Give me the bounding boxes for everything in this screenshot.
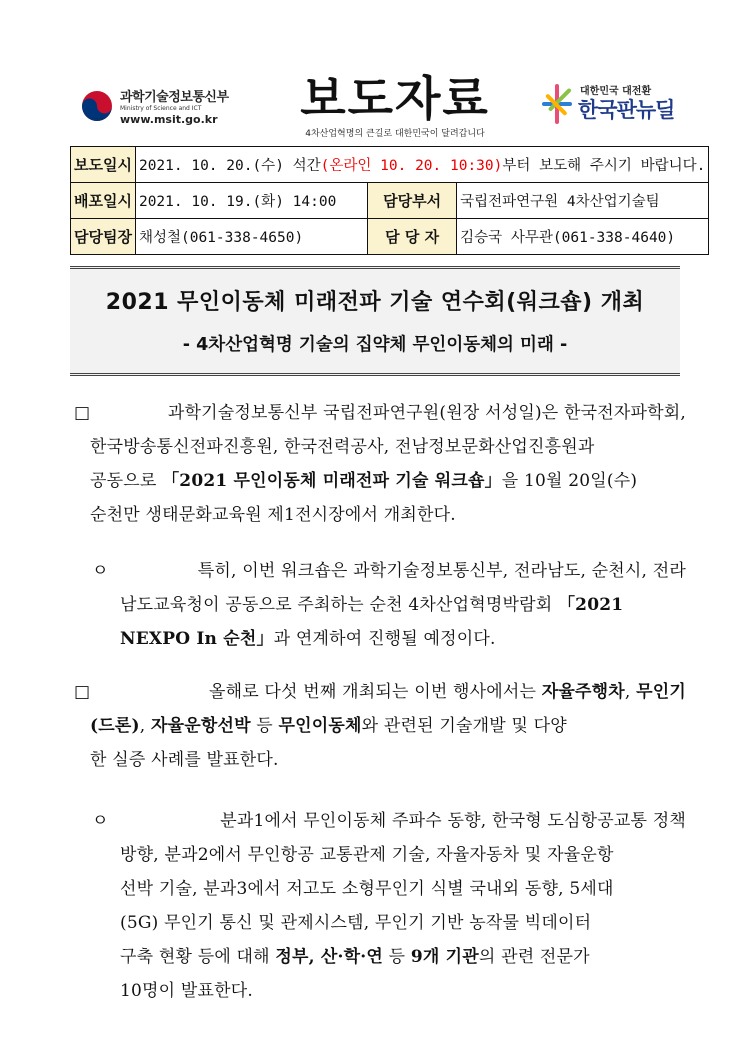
p1-line-4: 순천만 생태문화교육원 제1전시장에서 개최한다. [90,505,456,525]
korean-new-deal-logo [540,80,690,130]
embargo-note: 부터 보도해 주시기 바랍니다. [502,158,706,174]
press-release-title: 보도자료 [300,72,490,127]
press-info-table [70,146,709,255]
ministry-url: www.msit.go.kr [120,113,218,126]
contact-row [71,219,709,255]
p4-line-4: (5G) 무인기 통신 및 관제시스템, 무인기 기반 농작물 빅데이터 [120,913,592,933]
p2-line-1: 특히, 이번 워크숍은 과학기술정보통신부, 전라남도, 순천시, 전라 [197,561,686,581]
embargo-value [135,147,708,183]
team-lead-label: 담당팀장 [71,219,136,255]
team-lead-value: 채성철(061-338-4650) [135,219,367,255]
p2-line-3: NEXPO In 순천」과 연계하여 진행될 예정이다. [120,629,496,649]
p1-line-1: 과학기술정보통신부 국립전파연구원(원장 서성일)은 한국전자파학회, [167,403,686,423]
embargo-row [71,147,709,183]
embargo-date: 2021. 10. 20.(수) 석간 [138,158,321,174]
press-release-slogan: 4차산업혁명의 큰길로 대한민국이 달려갑니다 [305,129,485,139]
officer-value: 김승국 사무관(061-338-4640) [457,219,709,255]
p2-line-2: 남도교육청이 공동으로 주최하는 순천 4차산업혁명박람회 「2021 [120,595,624,615]
release-label: 배포일시 [71,183,136,219]
circle-bullet-icon: ㅇ [92,811,109,831]
dept-label: 담당부서 [368,183,457,219]
p4-line-2: 방향, 분과2에서 무인항공 교통관제 기술, 자율자동차 및 자율운항 [120,845,614,865]
dept-value: 국립전파연구원 4차산업기술팀 [457,183,709,219]
square-bullet-icon: □ [74,403,91,423]
p3-line-2: (드론), 자율운항선박 등 무인이동체와 관련된 기술개발 및 다양 [90,716,567,736]
officer-label: 담 당 자 [368,219,457,255]
release-value: 2021. 10. 19.(화) 14:00 [135,183,367,219]
taegeuk-emblem-icon [80,89,114,123]
expo-name: NEXPO In 순천」 [120,629,274,649]
new-deal-tagline: 대한민국 대전환 [580,86,652,97]
circle-bullet-icon: ㅇ [92,561,109,581]
p4-line-5: 구축 현황 등에 대해 정부, 산·학·연 등 9개 기관의 관련 전문가 [120,947,590,967]
paragraph-1 [74,396,686,532]
embargo-label: 보도일시 [71,147,136,183]
headline-subtitle: - 4차산업혁명 기술의 집약체 무인이동체의 미래 - [182,335,568,355]
p4-line-1: 분과1에서 무인이동체 주파수 동향, 한국형 도심항공교통 정책 [220,811,686,831]
p1-line-3: 공동으로 「2021 무인이동체 미래전파 기술 워크숍」을 10월 20일(수) [90,471,638,491]
p4-line-3: 선박 기술, 분과3에서 저고도 소형무인기 식별 국내외 동향, 5세대 [120,879,614,899]
ministry-name: 과학기술정보통신부 [120,90,229,105]
ministry-logo [80,86,229,126]
headline-box [70,266,680,376]
p3-line-3: 한 실증 사례를 발표한다. [90,750,279,770]
paragraph-4 [92,804,686,1008]
p1-line-2: 한국방송통신전파진흥원, 한국전력공사, 전남정보문화산업진흥원과 [90,437,595,457]
ministry-name-en: Ministry of Science and ICT [120,105,202,112]
p4-line-6: 10명이 발표한다. [120,981,253,1001]
square-bullet-icon: □ [74,682,91,702]
p3-line-1: 올해로 다섯 번째 개최되는 이번 행사에서는 자율주행차, 무인기 [208,682,686,702]
paragraph-3 [74,675,686,777]
paragraph-2 [92,554,686,656]
headline-title: 2021 무인이동체 미래전파 기술 연수회(워크숍) 개최 [105,290,645,315]
workshop-name: 「2021 무인이동체 미래전파 기술 워크숍」 [162,471,502,491]
new-deal-wordmark: 한국판뉴딜 [578,98,675,122]
embargo-online-time: (온라인 10. 20. 10:30) [320,158,503,174]
release-row [71,183,709,219]
new-deal-symbol-icon [540,82,574,126]
